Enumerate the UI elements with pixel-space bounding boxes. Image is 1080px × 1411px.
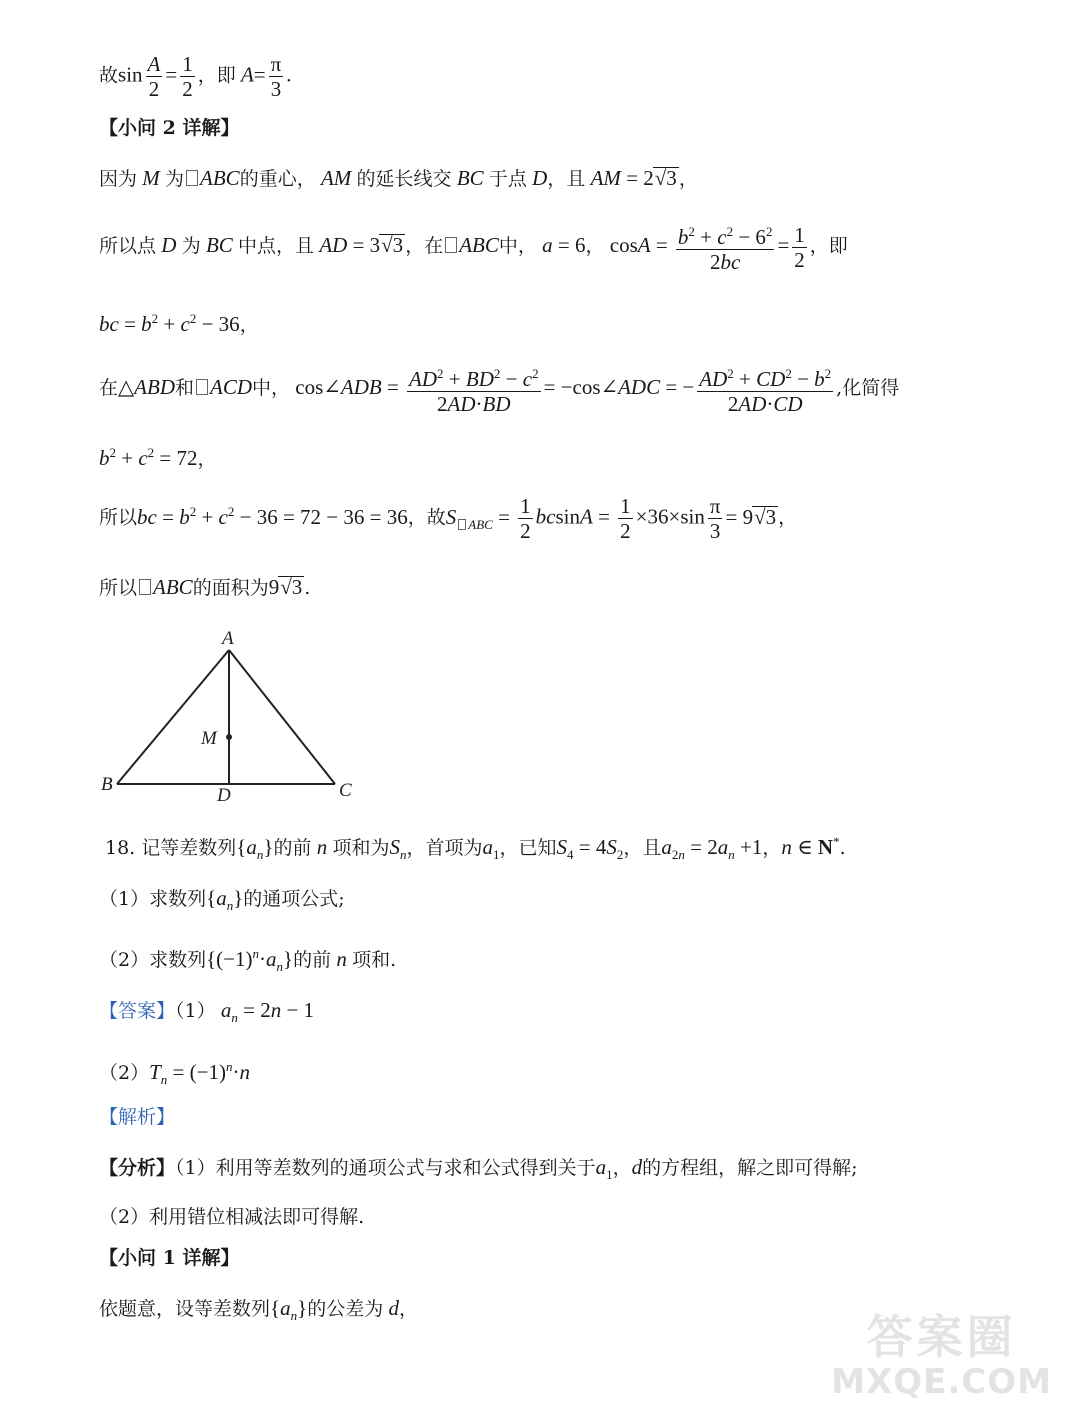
text: （1）利用等差数列的通项公式与求和公式得到关于: [175, 1157, 596, 1179]
answer-line-2: $(2)T_n = (-1)^n\cdot n$: [99, 1059, 250, 1088]
frac-1-over-2: $\frac{1}{2}$: [520, 494, 531, 543]
text: （2）求数列: [99, 949, 207, 971]
text: 在: [99, 377, 119, 399]
text: 于点: [488, 168, 527, 190]
text: ，: [678, 168, 698, 190]
text: 所以: [99, 577, 138, 599]
triangle-figure: [95, 622, 365, 807]
text: 所以: [99, 506, 138, 529]
fenxi-tag: 【分析】: [99, 1157, 176, 1179]
text: 项和为: [332, 837, 390, 859]
answer-tag: 【答案】: [99, 1000, 176, 1022]
analysis-tag: 【解析】: [99, 1106, 176, 1128]
text: 依题意，设等差数列: [99, 1298, 271, 1320]
text: .: [286, 62, 292, 87]
q18-part2: （2）求数列$\{(-1)^n\cdot a_n\}$的前 n 项和.: [99, 946, 397, 975]
frac-cos-a: $\frac{b^2 + c^2 - 6^2}{2bc}$: [676, 220, 775, 274]
line-final-area: 所以 ABC的面积为9√3 .: [99, 575, 311, 599]
frac-pi-over-3: $\frac{\pi}{3}$: [709, 494, 721, 543]
text: 的前: [273, 837, 312, 859]
text: ，即: [809, 235, 848, 257]
text: （2）: [99, 1062, 150, 1084]
text: ，: [585, 235, 605, 257]
triangle-glyph: [196, 379, 208, 395]
line-triangles-cos: 在△ABD和 ACD中， cos∠ADB = $\frac{AD^2 + BD^2 - c^2}{2AD\cdot BD}$ = −cos∠ADC = − $\frac{AD^2 + CD^2 - b^2}{2AD\cdot CD}$ ,化简得: [99, 362, 899, 416]
line-sum-72: $b^2 + c^2 = 72$，: [99, 445, 217, 470]
question-18: 18. 记等差数列$\{a_n\}$的前 n 项和为$S_n$，首项为$a_1$，已知$S_4 = 4S_2$，且$a_{2n} = 2a_n +1$，n ∈ N*.: [105, 834, 846, 863]
text: （1）: [175, 1000, 216, 1022]
label-a: A: [222, 628, 234, 649]
watermark: [831, 1311, 1052, 1401]
frac-1-over-2: $\frac{1}{2}$: [620, 494, 631, 543]
text: 中，: [252, 377, 291, 399]
q1-heading: 【小问 1 详解】: [99, 1247, 240, 1269]
text: ，: [398, 1298, 418, 1320]
text: 为: [181, 235, 201, 257]
text: 和: [175, 377, 195, 399]
equation-sin-half-a: 故sin $\frac{A}{2}$ = $\frac{1}{2}$ ，即 A= $\frac{\pi}{3}$ .: [99, 52, 292, 101]
side-ac: [229, 650, 335, 784]
text: 项和.: [352, 949, 397, 971]
centroid-point: [226, 734, 232, 740]
label-b: B: [101, 774, 113, 795]
triangle-glyph: [186, 170, 198, 186]
watermark-line1: 答案圈: [866, 1310, 1017, 1364]
last-line: 依题意，设等差数列$\{a_n\}$的公差为 d，: [99, 1296, 418, 1324]
q2-heading: 【小问 2 详解】: [99, 117, 240, 139]
frac-a-over-2: $\frac{A}{2}$: [147, 52, 161, 101]
frac-cos-adb: $\frac{AD^2 + BD^2 - c^2}{2AD\cdot BD}$: [407, 362, 541, 416]
text: 的通项公式;: [243, 888, 345, 910]
sin-fn: sin: [118, 62, 143, 87]
q18-part1: （1）求数列$\{a_n\}$的通项公式;: [99, 886, 345, 914]
text: 的前: [293, 949, 332, 971]
text: ，: [762, 837, 782, 859]
text: ，且: [547, 168, 586, 190]
text: 所以点: [99, 235, 157, 257]
text: ，且: [623, 837, 662, 859]
text: 中点，且: [238, 235, 315, 257]
text: ，: [197, 448, 217, 470]
text: （1）求数列: [99, 888, 207, 910]
text: ，在: [405, 235, 444, 257]
text: .: [304, 577, 311, 599]
text: 的重心，: [239, 168, 316, 190]
triangle-glyph: [445, 237, 457, 253]
text: ，故: [407, 506, 446, 529]
text: 的延长线交: [356, 168, 452, 190]
text: ，: [612, 1157, 632, 1179]
frac-1-over-2: $\frac{1}{2}$: [182, 52, 193, 101]
text: 中，: [498, 235, 537, 257]
text: 的面积为: [192, 577, 269, 599]
text: 为: [165, 168, 185, 190]
frac-cos-adc: $\frac{AD^2 + CD^2 - b^2}{2AD\cdot CD}$: [697, 362, 833, 416]
text: ，即: [197, 64, 236, 87]
triangle-glyph: [139, 579, 151, 595]
answer-line-1: 【答案】（1） $a_n = 2n - 1$: [99, 998, 315, 1026]
label-m: M: [201, 728, 217, 749]
text: 故: [99, 64, 119, 87]
line-midpoint: 所以点 D 为 BC 中点，且 AD = 3√3 ，在 ABC中， a = 6， cosA = $\frac{b^2 + c^2 - 6^2}{2bc}$ = $\frac{1}{2}$ ，即: [99, 220, 848, 274]
fenxi-line-2: （2）利用错位相减法即可得解.: [99, 1206, 365, 1228]
text: .: [839, 837, 846, 859]
label-c: C: [339, 780, 352, 801]
frac-pi-over-3: $\frac{\pi}{3}$: [270, 52, 282, 101]
line-because: 因为 M 为 ABC的重心， AM 的延长线交 BC 于点 D，且 AM = 2√3 ，: [99, 166, 698, 190]
text: ,化简得: [836, 377, 900, 399]
line-area-calc: 所以bc = $b^2 + c^2 - 36 = 72 - 36 = 36$，故S $_{ABC}$ = $\frac{1}{2}$ bcsinA = $\frac{1}{2}$ ×36×sin $\frac{\pi}{3}$ = 9√3 ，: [99, 494, 798, 543]
text: 的公差为: [307, 1298, 384, 1320]
text: ，已知: [499, 837, 557, 859]
text: ，首项为: [406, 837, 483, 859]
frac-1-over-2: $\frac{1}{2}$: [794, 222, 805, 272]
label-d: D: [217, 785, 231, 806]
text: ，: [239, 314, 259, 336]
question-number: 18.: [105, 837, 136, 859]
text: 因为: [99, 168, 138, 190]
side-ab: [117, 650, 229, 784]
text: 的方程组，解之即可得解;: [642, 1157, 858, 1179]
watermark-line2: MXQE.COM: [831, 1362, 1052, 1402]
fenxi-line-1: 【分析】（1）利用等差数列的通项公式与求和公式得到关于$a_1$，d的方程组，解之即可得解;: [99, 1155, 858, 1183]
text: 记等差数列: [141, 837, 237, 859]
text: ，: [778, 506, 798, 529]
line-bc-equation: bc = $b^2 + c^2 - 36$，: [99, 311, 259, 336]
